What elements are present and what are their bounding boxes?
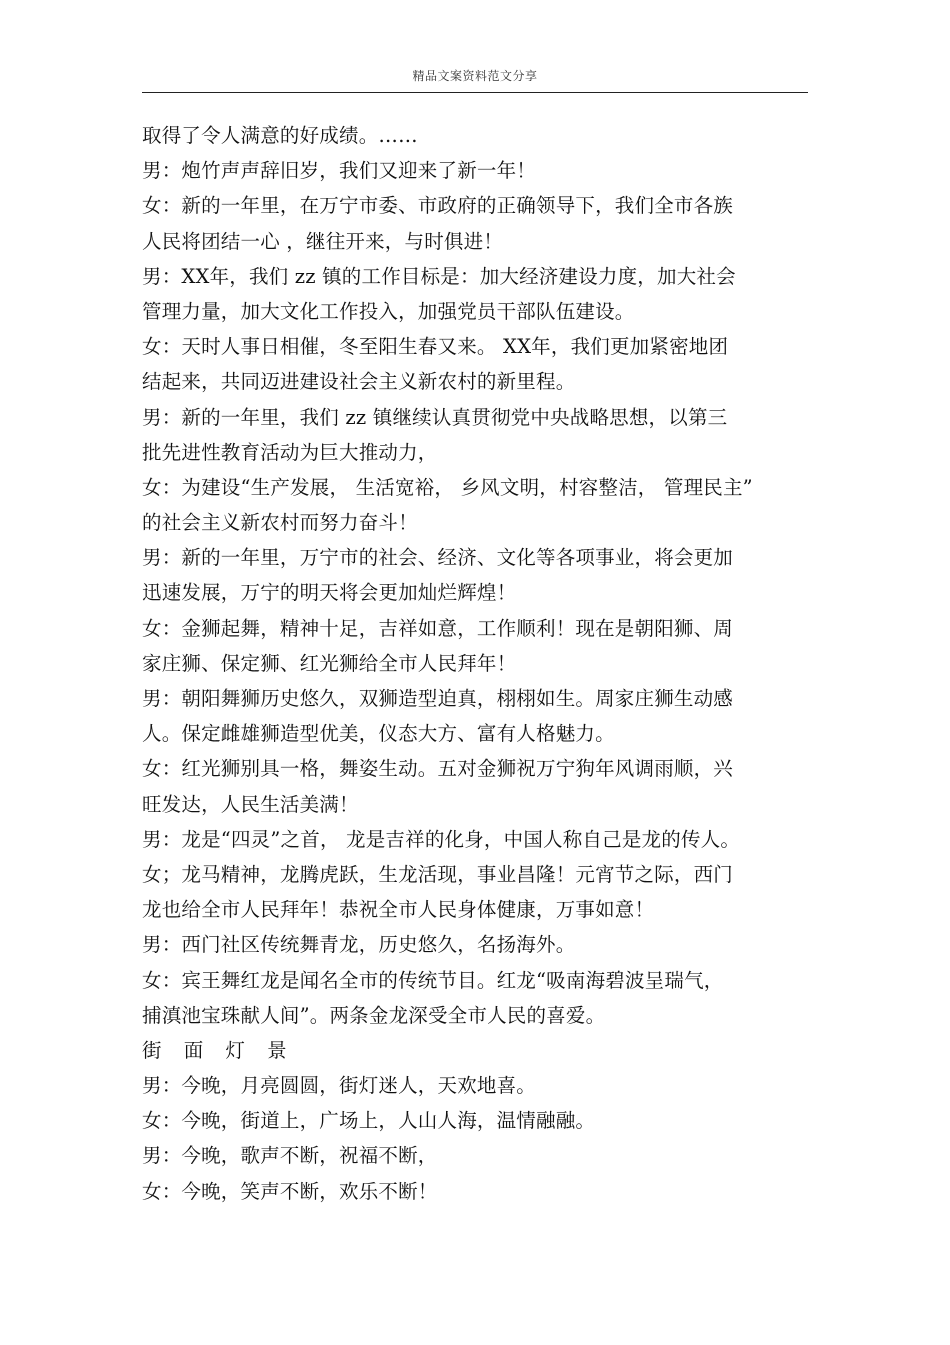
text-line: 女：新的一年里，在万宁市委、市政府的正确领导下，我们全市各族 (142, 194, 734, 218)
text-line: 男：新的一年里，我们 zz 镇继续认真贯彻党中央战略思想，以第三 (142, 405, 728, 429)
text-line: 男：新的一年里，万宁市的社会、经济、文化等各项事业，将会更加 (142, 546, 734, 570)
text-line: 结起来，共同迈进建设社会主义新农村的新里程。 (142, 370, 576, 394)
header-title: 精品文案资料范文分享 (412, 69, 538, 83)
text-line: 人。保定雌雄狮造型优美，仪态大方、富有人格魅力。 (142, 722, 615, 746)
text-line: 女：为建设“生产发展， 生活宽裕， 乡风文明，村容整洁， 管理民主” (142, 475, 753, 499)
text-line: 家庄狮、保定狮、红光狮给全市人民拜年！ (142, 651, 517, 675)
text-line: 女：今晚，街道上，广场上，人山人海，温情融融。 (142, 1109, 596, 1133)
text-line: 女：红光狮别具一格，舞姿生动。五对金狮祝万宁狗年风调雨顺，兴 (142, 757, 734, 781)
text-line: 女：今晚，笑声不断，欢乐不断！ (142, 1179, 438, 1203)
text-line: 男：龙是“四灵”之首， 龙是吉祥的化身，中国人称自己是龙的传人。 (142, 827, 741, 851)
text-line: 男：XX年，我们 zz 镇的工作目标是：加大经济建设力度，加大社会 (142, 264, 736, 288)
text-line: 取得了令人满意的好成绩。…… (142, 124, 418, 147)
text-line: 捕滇池宝珠献人间”。两条金龙深受全市人民的喜爱。 (142, 1003, 606, 1027)
page-header (142, 64, 808, 93)
text-line: 的社会主义新农村而努力奋斗！ (142, 511, 418, 535)
text-line: 女：宾王舞红龙是闻名全市的传统节目。红龙“吸南海碧波呈瑞气， (142, 968, 724, 992)
text-line: 管理力量，加大文化工作投入，加强党员干部队伍建设。 (142, 299, 635, 323)
text-line: 女：金狮起舞，精神十足，吉祥如意，工作顺利！现在是朝阳狮、周 (142, 616, 734, 640)
text-line: 人民将团结一心 ，继往开来，与时俱进！ (142, 229, 503, 253)
text-line: 迅速发展，万宁的明天将会更加灿烂辉煌！ (142, 581, 517, 605)
text-line: 女：天时人事日相催，冬至阳生春又来。 XX年，我们更加紧密地团 (142, 335, 729, 359)
text-line: 男：西门社区传统舞青龙，历史悠久，名扬海外。 (142, 933, 576, 957)
text-line: 男：今晚，歌声不断，祝福不断， (142, 1144, 438, 1168)
text-line: 旺发达，人民生活美满！ (142, 792, 359, 816)
document-body (142, 118, 808, 1209)
text-line: 批先进性教育活动为巨大推动力， (142, 440, 438, 464)
text-line: 男：炮竹声声辞旧岁，我们又迎来了新一年！ (142, 159, 537, 183)
text-line: 男：今晚，月亮圆圆，街灯迷人，天欢地喜。 (142, 1074, 537, 1098)
text-line: 女；龙马精神，龙腾虎跃，生龙活现，事业昌隆！元宵节之际，西门 (142, 862, 734, 886)
section-heading: 街 面 灯 景 (142, 1038, 295, 1062)
text-line: 男：朝阳舞狮历史悠久，双狮造型迫真，栩栩如生。周家庄狮生动感 (142, 687, 734, 710)
text-line: 龙也给全市人民拜年！恭祝全市人民身体健康，万事如意！ (142, 898, 655, 922)
